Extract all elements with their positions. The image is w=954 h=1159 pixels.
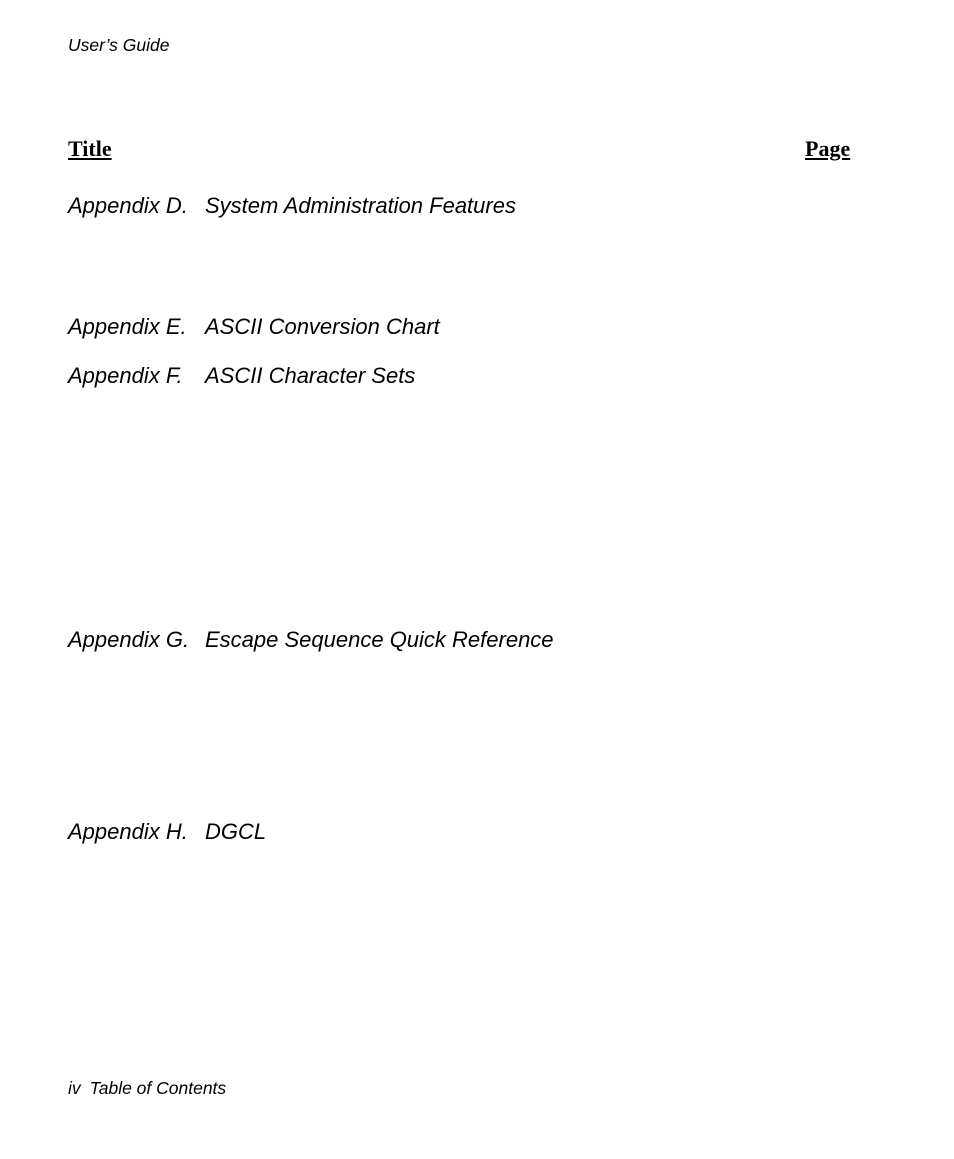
toc-entry-appendix-f[interactable]: [68, 362, 415, 390]
toc-entry-appendix-h[interactable]: [68, 818, 266, 846]
running-footer: [68, 1077, 226, 1099]
toc-entry-label: Appendix E.: [68, 314, 187, 339]
toc-entry-appendix-g[interactable]: [68, 626, 554, 654]
toc-entry-title: DGCL: [205, 819, 267, 844]
toc-entry-label: Appendix G.: [68, 627, 190, 652]
title-column-heading: Title: [68, 136, 112, 161]
toc-entry-label: Appendix H.: [68, 819, 188, 844]
toc-entry-appendix-d[interactable]: [68, 192, 516, 220]
toc-entry-title: System Administration Features: [205, 193, 516, 218]
footer-section-title: Table of Contents: [89, 1078, 227, 1098]
toc-entry-appendix-e[interactable]: [68, 313, 440, 341]
toc-entry-title: ASCII Character Sets: [205, 363, 416, 388]
footer-page-number: iv: [68, 1078, 81, 1098]
toc-entry-label: Appendix F.: [68, 363, 183, 388]
toc-entry-title: ASCII Conversion Chart: [205, 314, 440, 339]
toc-entry-label: Appendix D.: [68, 193, 188, 218]
running-header: User’s Guide: [68, 35, 170, 55]
toc-entry-title: Escape Sequence Quick Reference: [205, 627, 554, 652]
page-column-heading: Page: [805, 136, 851, 161]
